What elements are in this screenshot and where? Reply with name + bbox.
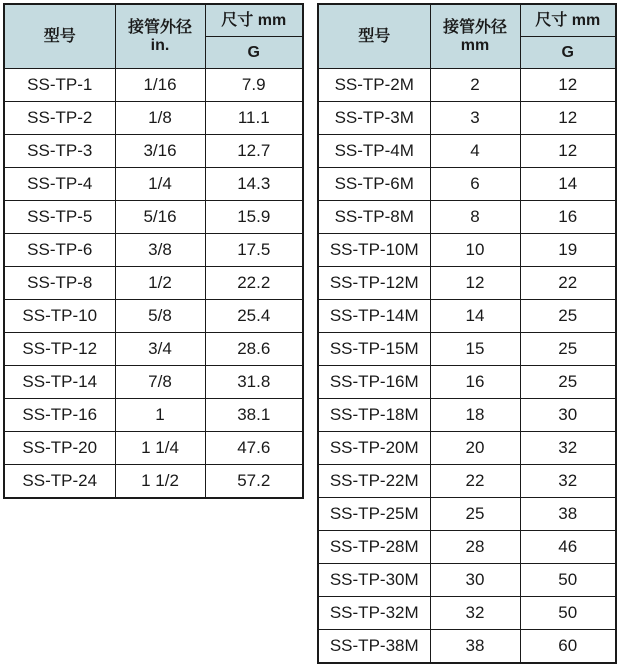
g-cell: 28.6 bbox=[205, 333, 303, 366]
g-cell: 15.9 bbox=[205, 201, 303, 234]
model-cell: SS-TP-16 bbox=[4, 399, 115, 432]
inch-size-table bbox=[3, 3, 304, 499]
model-cell: SS-TP-20M bbox=[318, 432, 430, 465]
model-cell: SS-TP-3 bbox=[4, 135, 115, 168]
model-cell: SS-TP-16M bbox=[318, 366, 430, 399]
table-row bbox=[4, 300, 303, 333]
g-cell: 31.8 bbox=[205, 366, 303, 399]
table-row bbox=[318, 498, 616, 531]
size-g-header: G bbox=[520, 37, 616, 69]
od-cell: 10 bbox=[430, 234, 520, 267]
g-cell: 12 bbox=[520, 102, 616, 135]
g-cell: 46 bbox=[520, 531, 616, 564]
g-cell: 38 bbox=[520, 498, 616, 531]
table-row bbox=[318, 300, 616, 333]
od-cell: 3 bbox=[430, 102, 520, 135]
table-row bbox=[4, 69, 303, 102]
model-cell: SS-TP-2 bbox=[4, 102, 115, 135]
od-cell: 1/16 bbox=[115, 69, 205, 102]
od-cell: 38 bbox=[430, 630, 520, 664]
g-cell: 50 bbox=[520, 597, 616, 630]
table-body bbox=[318, 69, 616, 664]
table-row bbox=[318, 564, 616, 597]
od-cell: 32 bbox=[430, 597, 520, 630]
od-cell: 28 bbox=[430, 531, 520, 564]
od-cell: 1/4 bbox=[115, 168, 205, 201]
model-cell: SS-TP-14M bbox=[318, 300, 430, 333]
g-cell: 25.4 bbox=[205, 300, 303, 333]
tube-od-header bbox=[430, 4, 520, 69]
table-row bbox=[318, 399, 616, 432]
model-cell: SS-TP-20 bbox=[4, 432, 115, 465]
od-cell: 1 bbox=[115, 399, 205, 432]
od-cell: 15 bbox=[430, 333, 520, 366]
g-cell: 14.3 bbox=[205, 168, 303, 201]
od-cell: 30 bbox=[430, 564, 520, 597]
table-row bbox=[4, 267, 303, 300]
g-cell: 60 bbox=[520, 630, 616, 664]
table-row bbox=[4, 465, 303, 499]
g-cell: 11.1 bbox=[205, 102, 303, 135]
g-cell: 19 bbox=[520, 234, 616, 267]
od-cell: 1 1/4 bbox=[115, 432, 205, 465]
tube-od-header-label: 接管外径 bbox=[127, 18, 192, 36]
table-row bbox=[4, 135, 303, 168]
model-cell: SS-TP-2M bbox=[318, 69, 430, 102]
g-cell: 25 bbox=[520, 300, 616, 333]
table-row bbox=[4, 168, 303, 201]
table-row bbox=[318, 333, 616, 366]
od-cell: 14 bbox=[430, 300, 520, 333]
g-cell: 16 bbox=[520, 201, 616, 234]
table-row bbox=[318, 135, 616, 168]
od-cell: 1/2 bbox=[115, 267, 205, 300]
table-row bbox=[318, 630, 616, 664]
model-cell: SS-TP-25M bbox=[318, 498, 430, 531]
od-cell: 5/16 bbox=[115, 201, 205, 234]
model-cell: SS-TP-8M bbox=[318, 201, 430, 234]
g-cell: 12.7 bbox=[205, 135, 303, 168]
model-cell: SS-TP-1 bbox=[4, 69, 115, 102]
od-cell: 1 1/2 bbox=[115, 465, 205, 499]
table-row bbox=[318, 597, 616, 630]
od-cell: 25 bbox=[430, 498, 520, 531]
od-cell: 20 bbox=[430, 432, 520, 465]
table-row bbox=[318, 201, 616, 234]
g-cell: 57.2 bbox=[205, 465, 303, 499]
size-header: 尺寸 mm bbox=[520, 4, 616, 37]
table-row bbox=[318, 69, 616, 102]
size-header: 尺寸 mm bbox=[205, 4, 303, 37]
g-cell: 50 bbox=[520, 564, 616, 597]
od-cell: 18 bbox=[430, 399, 520, 432]
model-cell: SS-TP-38M bbox=[318, 630, 430, 664]
model-cell: SS-TP-12M bbox=[318, 267, 430, 300]
table-row bbox=[318, 366, 616, 399]
table-row bbox=[318, 102, 616, 135]
g-cell: 12 bbox=[520, 69, 616, 102]
model-cell: SS-TP-15M bbox=[318, 333, 430, 366]
model-cell: SS-TP-28M bbox=[318, 531, 430, 564]
g-cell: 47.6 bbox=[205, 432, 303, 465]
od-cell: 1/8 bbox=[115, 102, 205, 135]
table-row bbox=[4, 201, 303, 234]
g-cell: 25 bbox=[520, 333, 616, 366]
od-cell: 3/8 bbox=[115, 234, 205, 267]
table-row bbox=[318, 267, 616, 300]
g-cell: 22.2 bbox=[205, 267, 303, 300]
model-cell: SS-TP-32M bbox=[318, 597, 430, 630]
table-row bbox=[4, 333, 303, 366]
od-cell: 3/16 bbox=[115, 135, 205, 168]
model-cell: SS-TP-18M bbox=[318, 399, 430, 432]
od-cell: 22 bbox=[430, 465, 520, 498]
g-cell: 32 bbox=[520, 432, 616, 465]
g-cell: 12 bbox=[520, 135, 616, 168]
od-cell: 4 bbox=[430, 135, 520, 168]
table-row bbox=[4, 102, 303, 135]
g-cell: 14 bbox=[520, 168, 616, 201]
model-cell: SS-TP-4 bbox=[4, 168, 115, 201]
tube-od-header-unit: in. bbox=[150, 36, 170, 54]
tube-od-header bbox=[115, 4, 205, 69]
table-row bbox=[318, 168, 616, 201]
model-cell: SS-TP-10 bbox=[4, 300, 115, 333]
od-cell: 7/8 bbox=[115, 366, 205, 399]
g-cell: 17.5 bbox=[205, 234, 303, 267]
model-cell: SS-TP-30M bbox=[318, 564, 430, 597]
model-header: 型号 bbox=[318, 4, 430, 69]
model-cell: SS-TP-24 bbox=[4, 465, 115, 499]
g-cell: 7.9 bbox=[205, 69, 303, 102]
od-cell: 8 bbox=[430, 201, 520, 234]
g-cell: 32 bbox=[520, 465, 616, 498]
table-row bbox=[4, 399, 303, 432]
tube-od-header-label: 接管外径 bbox=[442, 18, 507, 36]
table-row bbox=[318, 531, 616, 564]
size-g-header: G bbox=[205, 37, 303, 69]
tube-od-header-unit: mm bbox=[460, 36, 490, 54]
table-row bbox=[4, 432, 303, 465]
od-cell: 16 bbox=[430, 366, 520, 399]
model-cell: SS-TP-6M bbox=[318, 168, 430, 201]
od-cell: 5/8 bbox=[115, 300, 205, 333]
g-cell: 38.1 bbox=[205, 399, 303, 432]
model-header: 型号 bbox=[4, 4, 115, 69]
model-cell: SS-TP-3M bbox=[318, 102, 430, 135]
metric-size-table bbox=[317, 3, 617, 664]
g-cell: 25 bbox=[520, 366, 616, 399]
od-cell: 3/4 bbox=[115, 333, 205, 366]
model-cell: SS-TP-4M bbox=[318, 135, 430, 168]
model-cell: SS-TP-5 bbox=[4, 201, 115, 234]
table-row bbox=[318, 465, 616, 498]
g-cell: 30 bbox=[520, 399, 616, 432]
model-cell: SS-TP-10M bbox=[318, 234, 430, 267]
table-row bbox=[318, 234, 616, 267]
od-cell: 12 bbox=[430, 267, 520, 300]
od-cell: 6 bbox=[430, 168, 520, 201]
table-row bbox=[4, 234, 303, 267]
table-row bbox=[318, 432, 616, 465]
model-cell: SS-TP-12 bbox=[4, 333, 115, 366]
g-cell: 22 bbox=[520, 267, 616, 300]
od-cell: 2 bbox=[430, 69, 520, 102]
model-cell: SS-TP-14 bbox=[4, 366, 115, 399]
table-body bbox=[4, 69, 303, 499]
table-row bbox=[4, 366, 303, 399]
model-cell: SS-TP-6 bbox=[4, 234, 115, 267]
model-cell: SS-TP-22M bbox=[318, 465, 430, 498]
model-cell: SS-TP-8 bbox=[4, 267, 115, 300]
